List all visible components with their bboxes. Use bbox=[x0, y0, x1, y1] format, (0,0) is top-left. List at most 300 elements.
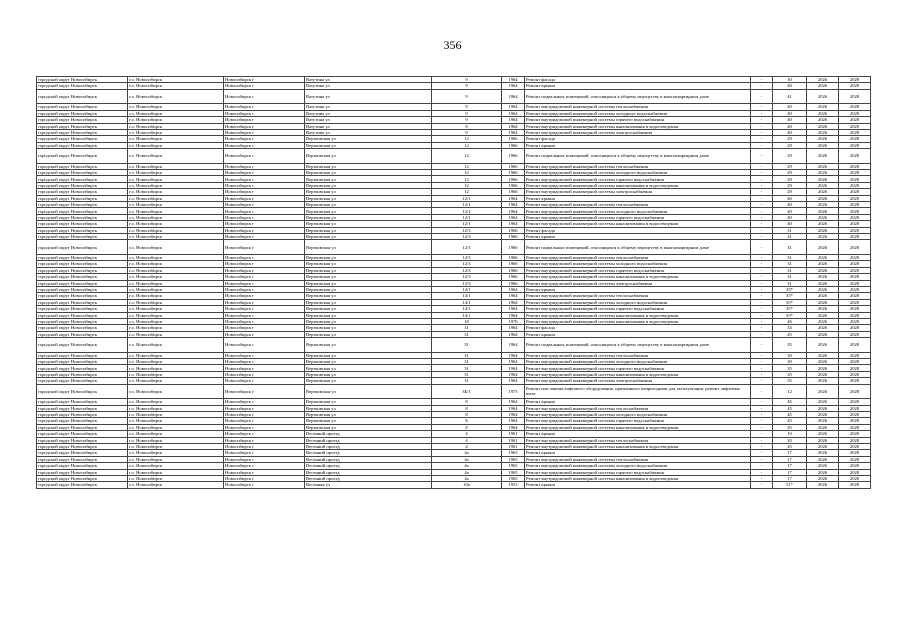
house-number-cell: 8 bbox=[432, 411, 502, 417]
dash-cell: - bbox=[751, 318, 773, 324]
build-year-cell: 1964 bbox=[502, 352, 525, 358]
house-number-cell: 12 bbox=[432, 136, 502, 142]
settlement-cell: г.о. Новосибирск bbox=[128, 104, 224, 110]
service-life-cell: 31 bbox=[773, 240, 807, 255]
house-number-cell: 12/1 bbox=[432, 202, 502, 208]
street-cell: Ватутина ул bbox=[305, 89, 432, 104]
city-cell: Новосибирск г bbox=[224, 214, 305, 220]
start-year-cell: 2026 bbox=[807, 437, 839, 443]
city-cell: Новосибирск г bbox=[224, 352, 305, 358]
end-year-cell: 2028 bbox=[839, 450, 871, 456]
end-year-cell: 2028 bbox=[839, 318, 871, 324]
end-year-cell: 2028 bbox=[839, 234, 871, 240]
work-type-cell: Ремонт внутридомовой инженерной системы теплоснабжения bbox=[525, 254, 751, 260]
build-year-cell: 1964 bbox=[502, 312, 525, 318]
city-cell: Новосибирск г bbox=[224, 202, 305, 208]
street-cell: Вертковская ул bbox=[305, 149, 432, 164]
house-number-cell: 12 bbox=[432, 142, 502, 148]
dash-cell: - bbox=[751, 83, 773, 89]
municipality-cell: городской округ Новосибирск bbox=[37, 202, 128, 208]
city-cell: Новосибирск г bbox=[224, 234, 305, 240]
house-number-cell: 14/1 bbox=[432, 312, 502, 318]
house-number-cell: 14/1 bbox=[432, 306, 502, 312]
service-life-cell: 35* bbox=[773, 293, 807, 299]
city-cell: Новосибирск г bbox=[224, 240, 305, 255]
work-type-cell: Ремонт крыши bbox=[525, 286, 751, 292]
work-type-cell: Ремонт внутридомовой инженерной системы холодного водоснабжения bbox=[525, 110, 751, 116]
municipality-cell: городской округ Новосибирск bbox=[37, 325, 128, 331]
settlement-cell: г.о. Новосибирск bbox=[128, 234, 224, 240]
start-year-cell: 2026 bbox=[807, 352, 839, 358]
work-type-cell: Ремонт внутридомовой инженерной системы канализования и водоотведения bbox=[525, 182, 751, 188]
street-cell: Вертковская ул bbox=[305, 365, 432, 371]
municipality-cell: городской округ Новосибирск bbox=[37, 136, 128, 142]
settlement-cell: г.о. Новосибирск bbox=[128, 117, 224, 123]
end-year-cell: 2028 bbox=[839, 456, 871, 462]
build-year-cell: 1964 bbox=[502, 359, 525, 365]
dash-cell: - bbox=[751, 163, 773, 169]
end-year-cell: 2028 bbox=[839, 182, 871, 188]
end-year-cell: 2028 bbox=[839, 399, 871, 405]
start-year-cell: 2026 bbox=[807, 286, 839, 292]
city-cell: Новосибирск г bbox=[224, 136, 305, 142]
build-year-cell: 1966 bbox=[502, 170, 525, 176]
city-cell: Новосибирск г bbox=[224, 280, 305, 286]
city-cell: Новосибирск г bbox=[224, 274, 305, 280]
settlement-cell: г.о. Новосибирск bbox=[128, 202, 224, 208]
house-number-cell: 31 bbox=[432, 365, 502, 371]
end-year-cell: 2028 bbox=[839, 123, 871, 129]
street-cell: Вертковская ул bbox=[305, 352, 432, 358]
street-cell: Вертковская ул bbox=[305, 261, 432, 267]
page-number: 356 bbox=[443, 38, 462, 52]
dash-cell: - bbox=[751, 399, 773, 405]
end-year-cell: 2028 bbox=[839, 110, 871, 116]
dash-cell: - bbox=[751, 136, 773, 142]
house-number-cell: 14/1 bbox=[432, 299, 502, 305]
start-year-cell: 2026 bbox=[807, 280, 839, 286]
end-year-cell: 2028 bbox=[839, 280, 871, 286]
city-cell: Новосибирск г bbox=[224, 104, 305, 110]
municipality-cell: городской округ Новосибирск bbox=[37, 450, 128, 456]
dash-cell: - bbox=[751, 176, 773, 182]
street-cell: Вертковская ул bbox=[305, 424, 432, 430]
house-number-cell: 8 bbox=[432, 418, 502, 424]
build-year-cell: 1964 bbox=[502, 378, 525, 384]
settlement-cell: г.о. Новосибирск bbox=[128, 431, 224, 437]
settlement-cell: г.о. Новосибирск bbox=[128, 450, 224, 456]
municipality-cell: городской округ Новосибирск bbox=[37, 463, 128, 469]
work-type-cell: Ремонт внутридомовой инженерной системы холодного водоснабжения bbox=[525, 299, 751, 305]
city-cell: Новосибирск г bbox=[224, 195, 305, 201]
settlement-cell: г.о. Новосибирск bbox=[128, 163, 224, 169]
service-life-cell: 33 bbox=[773, 325, 807, 331]
dash-cell: - bbox=[751, 123, 773, 129]
end-year-cell: 2028 bbox=[839, 274, 871, 280]
municipality-cell: городской округ Новосибирск bbox=[37, 331, 128, 337]
work-type-cell: Ремонт внутридомовой инженерной системы канализования и водоотведения bbox=[525, 424, 751, 430]
start-year-cell: 2026 bbox=[807, 399, 839, 405]
street-cell: Вертковская ул bbox=[305, 371, 432, 377]
end-year-cell: 2028 bbox=[839, 371, 871, 377]
street-cell: Весенний проезд bbox=[305, 450, 432, 456]
municipality-cell: городской округ Новосибирск bbox=[37, 110, 128, 116]
house-number-cell: 14/1 bbox=[432, 286, 502, 292]
dash-cell: - bbox=[751, 456, 773, 462]
street-cell: Вертковская ул bbox=[305, 325, 432, 331]
street-cell: Весенний проезд bbox=[305, 463, 432, 469]
work-type-cell: Ремонт внутридомовой инженерной системы горячего водоснабжения bbox=[525, 176, 751, 182]
street-cell: Вертковская ул bbox=[305, 142, 432, 148]
dash-cell: - bbox=[751, 77, 773, 83]
settlement-cell: г.о. Новосибирск bbox=[128, 254, 224, 260]
city-cell: Новосибирск г bbox=[224, 149, 305, 164]
end-year-cell: 2028 bbox=[839, 299, 871, 305]
street-cell: Весенний проезд bbox=[305, 443, 432, 449]
service-life-cell: 45 bbox=[773, 399, 807, 405]
work-type-cell: Ремонт внутридомовой инженерной системы канализования и водоотведения bbox=[525, 475, 751, 481]
settlement-cell: г.о. Новосибирск bbox=[128, 424, 224, 430]
end-year-cell: 2028 bbox=[839, 437, 871, 443]
dash-cell: - bbox=[751, 129, 773, 135]
build-year-cell: 1964 bbox=[502, 117, 525, 123]
build-year-cell: 1964 bbox=[502, 293, 525, 299]
work-type-cell: Ремонт фасада bbox=[525, 77, 751, 83]
end-year-cell: 2028 bbox=[839, 312, 871, 318]
build-year-cell: 1964 bbox=[502, 89, 525, 104]
city-cell: Новосибирск г bbox=[224, 331, 305, 337]
start-year-cell: 2026 bbox=[807, 149, 839, 164]
service-life-cell: 40 bbox=[773, 117, 807, 123]
street-cell: Вертковская ул bbox=[305, 202, 432, 208]
municipality-cell: городской округ Новосибирск bbox=[37, 221, 128, 227]
settlement-cell: г.о. Новосибирск bbox=[128, 208, 224, 214]
municipality-cell: городской округ Новосибирск bbox=[37, 267, 128, 273]
city-cell: Новосибирск г bbox=[224, 189, 305, 195]
service-life-cell: 35 bbox=[773, 371, 807, 377]
street-cell: Весенний проезд bbox=[305, 431, 432, 437]
dash-cell: - bbox=[751, 443, 773, 449]
service-life-cell: 17 bbox=[773, 469, 807, 475]
house-number-cell: 31 bbox=[432, 325, 502, 331]
city-cell: Новосибирск г bbox=[224, 469, 305, 475]
municipality-cell: городской округ Новосибирск bbox=[37, 371, 128, 377]
build-year-cell: 1975 bbox=[502, 384, 525, 399]
start-year-cell: 2026 bbox=[807, 384, 839, 399]
service-life-cell: 35* bbox=[773, 299, 807, 305]
start-year-cell: 2026 bbox=[807, 359, 839, 365]
house-number-cell: 3Б/1 bbox=[432, 384, 502, 399]
house-number-cell: 12 bbox=[432, 170, 502, 176]
build-year-cell: 1964 bbox=[502, 214, 525, 220]
municipality-cell: городской округ Новосибирск bbox=[37, 234, 128, 240]
settlement-cell: г.о. Новосибирск bbox=[128, 469, 224, 475]
build-year-cell: 1964 bbox=[502, 110, 525, 116]
build-year-cell: 1964 bbox=[502, 195, 525, 201]
build-year-cell: 1964 bbox=[502, 104, 525, 110]
house-number-cell: 4а bbox=[432, 456, 502, 462]
settlement-cell: г.о. Новосибирск bbox=[128, 418, 224, 424]
dash-cell: - bbox=[751, 325, 773, 331]
build-year-cell: 1965 bbox=[502, 456, 525, 462]
house-number-cell: 9 bbox=[432, 104, 502, 110]
build-year-cell: 1965 bbox=[502, 469, 525, 475]
end-year-cell: 2028 bbox=[839, 208, 871, 214]
work-type-cell: Ремонт внутридомовой инженерной системы электроснабжения bbox=[525, 129, 751, 135]
end-year-cell: 2028 bbox=[839, 129, 871, 135]
work-type-cell: Ремонт внутридомовой инженерной системы холодного водоснабжения bbox=[525, 463, 751, 469]
table-row bbox=[37, 384, 871, 399]
settlement-cell: г.о. Новосибирск bbox=[128, 384, 224, 399]
build-year-cell: 1966 bbox=[502, 254, 525, 260]
service-life-cell: 35* bbox=[773, 306, 807, 312]
settlement-cell: г.о. Новосибирск bbox=[128, 149, 224, 164]
service-life-cell: 29 bbox=[773, 170, 807, 176]
dash-cell: - bbox=[751, 431, 773, 437]
work-type-cell: Ремонт внутридомовой инженерной системы канализования и водоотведения bbox=[525, 274, 751, 280]
city-cell: Новосибирск г bbox=[224, 261, 305, 267]
start-year-cell: 2026 bbox=[807, 318, 839, 324]
service-life-cell: 17 bbox=[773, 475, 807, 481]
service-life-cell: 40 bbox=[773, 195, 807, 201]
work-type-cell: Ремонт крыши bbox=[525, 450, 751, 456]
dash-cell: - bbox=[751, 405, 773, 411]
settlement-cell: г.о. Новосибирск bbox=[128, 318, 224, 324]
house-number-cell: 9 bbox=[432, 83, 502, 89]
build-year-cell: 1965 bbox=[502, 463, 525, 469]
dash-cell: - bbox=[751, 418, 773, 424]
house-number-cell: 12 bbox=[432, 182, 502, 188]
street-cell: Вертковская ул bbox=[305, 274, 432, 280]
street-cell: Вертковская ул bbox=[305, 176, 432, 182]
municipality-cell: городской округ Новосибирск bbox=[37, 280, 128, 286]
build-year-cell: 1965 bbox=[502, 450, 525, 456]
dash-cell: - bbox=[751, 286, 773, 292]
start-year-cell: 2026 bbox=[807, 411, 839, 417]
table-row bbox=[37, 149, 871, 164]
municipality-cell: городской округ Новосибирск bbox=[37, 399, 128, 405]
street-cell: Вертковская ул bbox=[305, 136, 432, 142]
city-cell: Новосибирск г bbox=[224, 312, 305, 318]
end-year-cell: 2028 bbox=[839, 378, 871, 384]
municipality-cell: городской округ Новосибирск bbox=[37, 142, 128, 148]
start-year-cell: 2026 bbox=[807, 338, 839, 353]
work-type-cell: Ремонт внутридомовой инженерной системы холодного водоснабжения bbox=[525, 208, 751, 214]
house-number-cell: 12/3 bbox=[432, 267, 502, 273]
work-type-cell: Ремонт крыши bbox=[525, 331, 751, 337]
service-life-cell: 30 bbox=[773, 359, 807, 365]
street-cell: Вертковская ул bbox=[305, 234, 432, 240]
start-year-cell: 2026 bbox=[807, 221, 839, 227]
street-cell: Вертковская ул bbox=[305, 293, 432, 299]
end-year-cell: 2028 bbox=[839, 463, 871, 469]
city-cell: Новосибирск г bbox=[224, 306, 305, 312]
street-cell: Вертковская ул bbox=[305, 221, 432, 227]
settlement-cell: г.о. Новосибирск bbox=[128, 77, 224, 83]
settlement-cell: г.о. Новосибирск bbox=[128, 214, 224, 220]
street-cell: Вертковская ул bbox=[305, 267, 432, 273]
start-year-cell: 2026 bbox=[807, 104, 839, 110]
municipality-cell: городской округ Новосибирск bbox=[37, 274, 128, 280]
city-cell: Новосибирск г bbox=[224, 475, 305, 481]
service-life-cell: 35 bbox=[773, 365, 807, 371]
end-year-cell: 2028 bbox=[839, 170, 871, 176]
street-cell: Вертковская ул bbox=[305, 214, 432, 220]
service-life-cell: 40 bbox=[773, 202, 807, 208]
end-year-cell: 2028 bbox=[839, 221, 871, 227]
city-cell: Новосибирск г bbox=[224, 325, 305, 331]
settlement-cell: г.о. Новосибирск bbox=[128, 83, 224, 89]
street-cell: Вертковская ул bbox=[305, 280, 432, 286]
settlement-cell: г.о. Новосибирск bbox=[128, 189, 224, 195]
municipality-cell: городской округ Новосибирск bbox=[37, 405, 128, 411]
dash-cell: - bbox=[751, 371, 773, 377]
work-type-cell: Ремонт крыши bbox=[525, 234, 751, 240]
work-type-cell: Ремонт крыши bbox=[525, 195, 751, 201]
street-cell: Вертковская ул bbox=[305, 254, 432, 260]
settlement-cell: г.о. Новосибирск bbox=[128, 136, 224, 142]
settlement-cell: г.о. Новосибирск bbox=[128, 274, 224, 280]
service-life-cell: 40 bbox=[773, 83, 807, 89]
build-year-cell: 1964 bbox=[502, 331, 525, 337]
start-year-cell: 2026 bbox=[807, 182, 839, 188]
city-cell: Новосибирск г bbox=[224, 267, 305, 273]
work-type-cell: Ремонт внутридомовой инженерной системы горячего водоснабжения bbox=[525, 306, 751, 312]
work-type-cell: Ремонт подвальных помещений, относящихся к общему имуществу в многоквартирном доме bbox=[525, 338, 751, 353]
street-cell: Вертковская ул bbox=[305, 189, 432, 195]
start-year-cell: 2026 bbox=[807, 299, 839, 305]
start-year-cell: 2026 bbox=[807, 293, 839, 299]
dash-cell: - bbox=[751, 424, 773, 430]
service-life-cell: 12 bbox=[773, 384, 807, 399]
house-number-cell: 4а bbox=[432, 469, 502, 475]
build-year-cell: 1964 bbox=[502, 306, 525, 312]
settlement-cell: г.о. Новосибирск bbox=[128, 123, 224, 129]
municipality-cell: городской округ Новосибирск bbox=[37, 482, 128, 488]
house-number-cell: 12/3 bbox=[432, 261, 502, 267]
build-year-cell: 1966 bbox=[502, 149, 525, 164]
work-type-cell: Ремонт внутридомовой инженерной системы теплоснабжения bbox=[525, 202, 751, 208]
dash-cell: - bbox=[751, 240, 773, 255]
build-year-cell: 1961 bbox=[502, 431, 525, 437]
start-year-cell: 2026 bbox=[807, 418, 839, 424]
service-life-cell: 40 bbox=[773, 221, 807, 227]
settlement-cell: г.о. Новосибирск bbox=[128, 371, 224, 377]
dash-cell: - bbox=[751, 117, 773, 123]
house-number-cell: 31 bbox=[432, 371, 502, 377]
start-year-cell: 2026 bbox=[807, 142, 839, 148]
municipality-cell: городской округ Новосибирск bbox=[37, 189, 128, 195]
build-year-cell: 1964 bbox=[502, 411, 525, 417]
build-year-cell: 1964 bbox=[502, 399, 525, 405]
municipality-cell: городской округ Новосибирск bbox=[37, 365, 128, 371]
municipality-cell: городской округ Новосибирск bbox=[37, 338, 128, 353]
end-year-cell: 2028 bbox=[839, 418, 871, 424]
house-number-cell: 31 bbox=[432, 352, 502, 358]
settlement-cell: г.о. Новосибирск bbox=[128, 443, 224, 449]
work-type-cell: Ремонт крыши bbox=[525, 83, 751, 89]
start-year-cell: 2026 bbox=[807, 117, 839, 123]
work-type-cell: Ремонт подвальных помещений, относящихся к общему имуществу в многоквартирном доме bbox=[525, 240, 751, 255]
work-type-cell: Ремонт внутридомовой инженерной системы электроснабжения bbox=[525, 189, 751, 195]
house-number-cell: 31 bbox=[432, 338, 502, 353]
end-year-cell: 2028 bbox=[839, 189, 871, 195]
work-type-cell: Ремонт фасада bbox=[525, 227, 751, 233]
municipality-cell: городской округ Новосибирск bbox=[37, 384, 128, 399]
street-cell: Вертковская ул bbox=[305, 182, 432, 188]
settlement-cell: г.о. Новосибирск bbox=[128, 195, 224, 201]
work-type-cell: Ремонт внутридомовой инженерной системы теплоснабжения bbox=[525, 405, 751, 411]
dash-cell: - bbox=[751, 261, 773, 267]
settlement-cell: г.о. Новосибирск bbox=[128, 359, 224, 365]
street-cell: Вертковская ул bbox=[305, 286, 432, 292]
service-life-cell: 29 bbox=[773, 189, 807, 195]
work-type-cell: Ремонт внутридомовой инженерной системы горячего водоснабжения bbox=[525, 418, 751, 424]
dash-cell: - bbox=[751, 110, 773, 116]
work-type-cell: Ремонт внутридомовой инженерной системы горячего водоснабжения bbox=[525, 267, 751, 273]
municipality-cell: городской округ Новосибирск bbox=[37, 214, 128, 220]
house-number-cell: 8 bbox=[432, 399, 502, 405]
build-year-cell: 1964 bbox=[502, 325, 525, 331]
end-year-cell: 2028 bbox=[839, 286, 871, 292]
settlement-cell: г.о. Новосибирск bbox=[128, 286, 224, 292]
work-type-cell: Ремонт внутридомовой инженерной системы канализования и водоотведения bbox=[525, 443, 751, 449]
service-life-cell: 45 bbox=[773, 331, 807, 337]
settlement-cell: г.о. Новосибирск bbox=[128, 110, 224, 116]
municipality-cell: городской округ Новосибирск bbox=[37, 411, 128, 417]
street-cell: Ватутина ул bbox=[305, 110, 432, 116]
build-year-cell: 1964 bbox=[502, 221, 525, 227]
dash-cell: - bbox=[751, 89, 773, 104]
city-cell: Новосибирск г bbox=[224, 424, 305, 430]
end-year-cell: 2028 bbox=[839, 424, 871, 430]
street-cell: Ватутина ул bbox=[305, 77, 432, 83]
city-cell: Новосибирск г bbox=[224, 142, 305, 148]
house-number-cell: 12/1 bbox=[432, 208, 502, 214]
end-year-cell: 2028 bbox=[839, 149, 871, 164]
start-year-cell: 2026 bbox=[807, 123, 839, 129]
start-year-cell: 2026 bbox=[807, 431, 839, 437]
municipality-cell: городской округ Новосибирск bbox=[37, 176, 128, 182]
work-type-cell: Ремонт внутридомовой инженерной системы холодного водоснабжения bbox=[525, 261, 751, 267]
settlement-cell: г.о. Новосибирск bbox=[128, 399, 224, 405]
end-year-cell: 2028 bbox=[839, 293, 871, 299]
build-year-cell: 1964 bbox=[502, 123, 525, 129]
start-year-cell: 2026 bbox=[807, 456, 839, 462]
service-life-cell: 40 bbox=[773, 110, 807, 116]
dash-cell: - bbox=[751, 170, 773, 176]
start-year-cell: 2026 bbox=[807, 443, 839, 449]
house-number-cell: 9 bbox=[432, 77, 502, 83]
end-year-cell: 2028 bbox=[839, 359, 871, 365]
house-number-cell: 8 bbox=[432, 424, 502, 430]
service-life-cell: 45 bbox=[773, 411, 807, 417]
settlement-cell: г.о. Новосибирск bbox=[128, 170, 224, 176]
build-year-cell: 1964 bbox=[502, 365, 525, 371]
street-cell: Вертковская ул bbox=[305, 405, 432, 411]
service-life-cell: 31 bbox=[773, 227, 807, 233]
dash-cell: - bbox=[751, 195, 773, 201]
service-life-cell: 29 bbox=[773, 142, 807, 148]
settlement-cell: г.о. Новосибирск bbox=[128, 405, 224, 411]
start-year-cell: 2026 bbox=[807, 176, 839, 182]
build-year-cell: 1961 bbox=[502, 443, 525, 449]
end-year-cell: 2028 bbox=[839, 443, 871, 449]
service-life-cell: 35* bbox=[773, 312, 807, 318]
work-type-cell: Ремонт внутридомовой инженерной системы канализования и водоотведения bbox=[525, 318, 751, 324]
house-number-cell: 9 bbox=[432, 123, 502, 129]
build-year-cell: 1966 bbox=[502, 163, 525, 169]
